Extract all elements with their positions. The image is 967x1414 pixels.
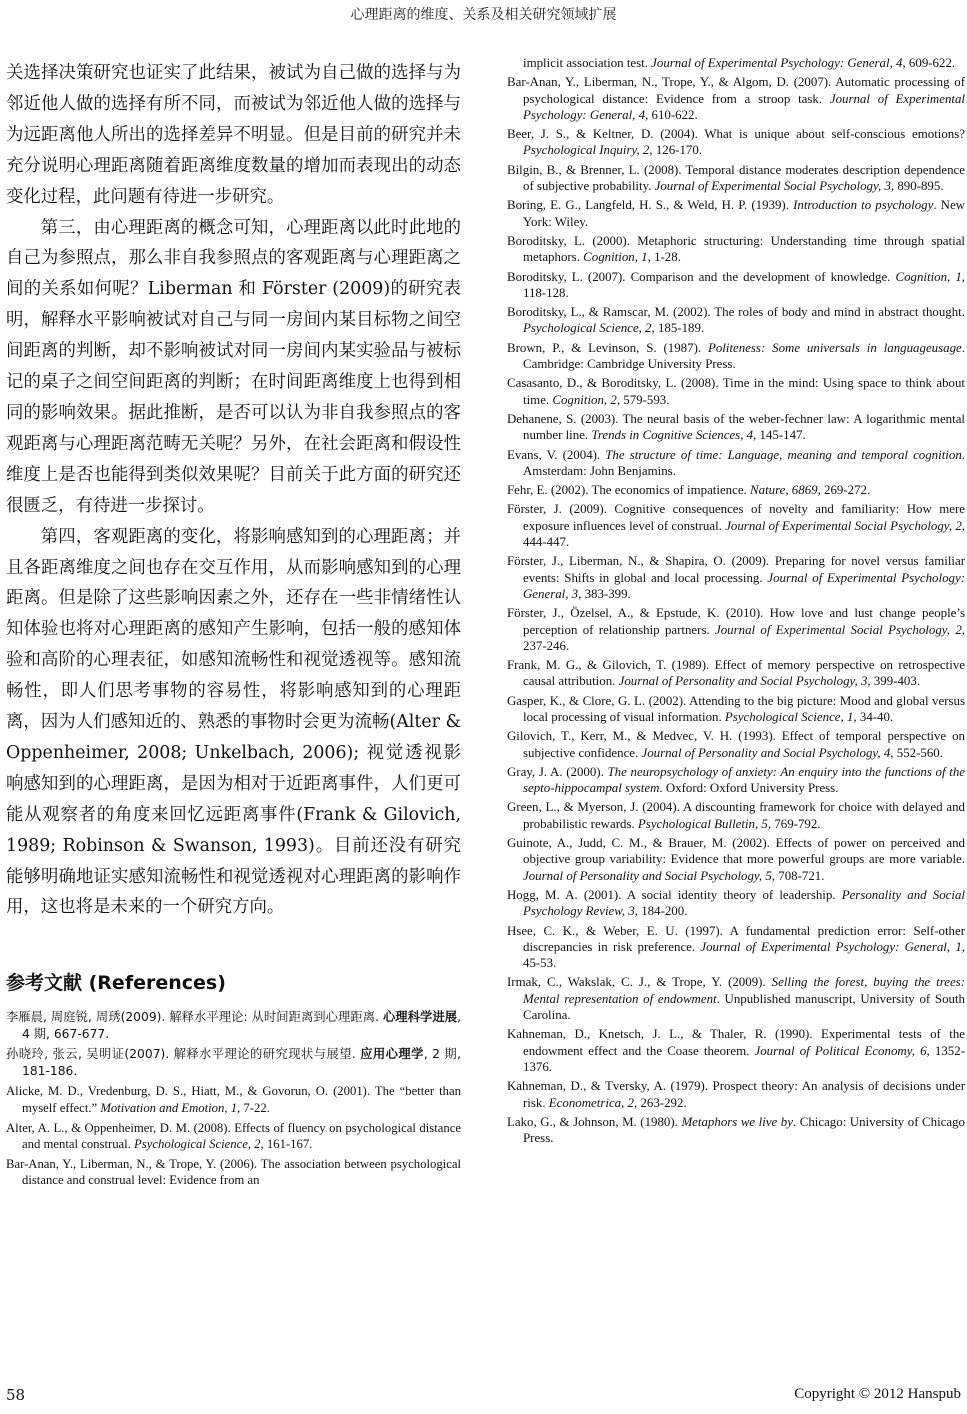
reference-item: Förster, J., Liberman, N., & Shapira, O. (2009). Preparing for novel versus familiar events: Shifts in global and local processing. Journal of Experimental Psychology: General, 3, 383-399. bbox=[507, 554, 965, 601]
reference-item: Kahneman, D., & Tversky, A. (1979). Prospect theory: An analysis of decisions under risk. Econometrica, 2, 263-292. bbox=[507, 1079, 965, 1110]
reference-item: Evans, V. (2004). The structure of time: Language, meaning and temporal cognition. Amsterdam: John Benjamins. bbox=[507, 447, 965, 478]
reference-item: Bar-Anan, Y., Liberman, N., & Trope, Y. (2006). The association between psychological distance and construal level: Evidence from an bbox=[6, 1156, 461, 1188]
running-head: 心理距离的维度、关系及相关研究领域扩展 bbox=[350, 7, 617, 23]
reference-item: Hsee, C. K., & Weber, E. U. (1997). A fundamental prediction error: Self-other discrepancies in risk preference. Journal of Experimental Psychology: General, 1, 45-53. bbox=[507, 923, 965, 971]
reference-item: Casasanto, D., & Boroditsky, L. (2008). Time in the mind: Using space to think about time. Cognition, 2, 579-593. bbox=[507, 376, 965, 407]
reference-item: Bilgin, B., & Brenner, L. (2008). Temporal distance moderates description dependence of subjective probability. Journal of Experimental Social Psychology, 3, 890-895. bbox=[507, 162, 965, 194]
right-column bbox=[507, 55, 965, 1149]
reference-item: Förster, J., Özelsel, A., & Epstude, K. (2010). How love and lust change people’s perception of relationship partners. Journal of Experimental Social Psychology, 2, 237-246. bbox=[507, 606, 965, 653]
reference-item: Green, L., & Myerson, J. (2004). A discounting framework for choice with delayed and probabilistic rewards. Psychological Bulletin, 5, 769-792. bbox=[507, 800, 965, 831]
reference-item: Lako, G., & Johnson, M. (1980). Metaphors we live by. Chicago: University of Chicago Press. bbox=[507, 1114, 965, 1146]
reference-item: implicit association test. Journal of Experimental Psychology: General, 4, 609-622. bbox=[523, 56, 956, 70]
reference-item: Boroditsky, L., & Ramscar, M. (2002). The roles of body and mind in abstract thought. Psychological Science, 2, 185-189. bbox=[507, 305, 965, 336]
reference-item: Irmak, C., Wakslak, C. J., & Trope, Y. (2009). Selling the forest, buying the trees: Mental representation of endowment. Unpublished manuscript, University of South Carolina. bbox=[507, 975, 965, 1023]
reference-item: Frank, M. G., & Gilovich, T. (1989). Effect of memory perspective on retrospective causal attribution. Journal of Personality and Social Psychology, 3, 399-403. bbox=[507, 658, 965, 689]
body-paragraph-2: 第三，由心理距离的概念可知，心理距离以此时此地的自己为参照点，那么非自我参照点的客观距离与心理距离之间的关系如何呢？Liberman 和 Förster (2009)的研究表明，解释水平影响被试对自己与同一房间内某目标物之间空间距离的判断，却不影响被试对同一房间内某实验品与被标记的桌子之间空间距离的判断；在时间距离维度上也得到相同的影响效果。据此推断，是否可以认为非自我参照点的客观距离与心理距离范畴无关呢？另外，在社会距离和假设性维度上是否也能得到类似效果呢？目前关于此方面的研究还很匮乏，有待进一步探讨。 bbox=[6, 217, 461, 516]
reference-item: Boroditsky, L. (2000). Metaphoric structuring: Understanding time through spatial metaphors. Cognition, 1, 1-28. bbox=[507, 233, 965, 265]
body-paragraph-1: 关选择决策研究也证实了此结果，被试为自己做的选择与为邻近他人做的选择有所不同，而被试为邻近他人做的选择与为远距离他人所出的选择差异不明显。但是目前的研究并未充分说明心理距离随着距离维度数量的增加而表现出的动态变化过程，此问题有待进一步研究。 bbox=[6, 63, 461, 207]
reference-item: Gray, J. A. (2000). The neuropsychology of anxiety: An enquiry into the functions of the septo-hippocampal system. Oxford: Oxford University Press. bbox=[507, 764, 965, 796]
reference-item: Bar-Anan, Y., Liberman, N., Trope, Y., & Algom, D. (2007). Automatic processing of psychological distance: Evidence from a stroop task. Journal of Experimental Psychology: General, 4, 610-622. bbox=[507, 75, 965, 122]
reference-item: Boroditsky, L. (2007). Comparison and the development of knowledge. Cognition, 1, 118-128. bbox=[507, 269, 965, 300]
references-heading: 参考文献 (References) bbox=[6, 972, 226, 995]
reference-item: Beer, J. S., & Keltner, D. (2004). What is unique about self-conscious emotions? Psychological Inquiry, 2, 126-170. bbox=[507, 127, 965, 158]
reference-item: Hogg, M. A. (2001). A social identity theory of leadership. Personality and Social Psychology Review, 3, 184-200. bbox=[507, 887, 965, 919]
reference-item: Fehr, E. (2002). The economics of impatience. Nature, 6869, 269-272. bbox=[507, 483, 871, 498]
reference-item: Guinote, A., Judd, C. M., & Brauer, M. (2002). Effects of power on perceived and objective group variability: Evidence that more powerful groups are more variable. Journal of Personality and Social Psychology, 5, 708-721. bbox=[507, 836, 965, 883]
reference-item: Gilovich, T., Kerr, M., & Medvec, V. H. (1993). Effect of temporal perspective on subjective confidence. Journal of Personality and Social Psychology, 4, 552-560. bbox=[507, 729, 965, 760]
left-column bbox=[6, 58, 461, 1192]
reference-item: 李雁晨, 周庭锐, 周琇(2009). 解释水平理论: 从时间距离到心理距离. 心理科学进展, 4 期, 667-677. bbox=[6, 1010, 461, 1042]
reference-list-left bbox=[6, 1009, 461, 1189]
reference-item: 孙晓玲, 张云, 吴明证(2007). 解释水平理论的研究现状与展望. 应用心理学, 2 期, 181-186. bbox=[6, 1047, 461, 1079]
reference-list-right bbox=[507, 55, 965, 1146]
reference-item: Kahneman, D., Knetsch, J. L., & Thaler, R. (1990). Experimental tests of the endowment effect and the Coase theorem. Journal of Political Economy, 6, 1352-1376. bbox=[507, 1027, 965, 1074]
reference-item: Alicke, M. D., Vredenburg, D. S., Hiatt, M., & Govorun, O. (2001). The “better than myself effect.” Motivation and Emotion, 1, 7-22. bbox=[6, 1084, 461, 1115]
reference-item: Dehanene, S. (2003). The neural basis of the weber-fechner law: A logarithmic mental number line. Trends in Cognitive Sciences, 4, 145-147. bbox=[507, 411, 965, 443]
reference-item: Alter, A. L., & Oppenheimer, D. M. (2008). Effects of fluency on psychological distance and mental construal. Psychological Science, 2, 161-167. bbox=[6, 1120, 461, 1152]
reference-item: Brown, P., & Levinson, S. (1987). Politeness: Some universals in languageusage. Cambridge: Cambridge University Press. bbox=[507, 340, 965, 372]
reference-item: Gasper, K., & Clore, G. L. (2002). Attending to the big picture: Mood and global versus local processing of visual information. Psychological Science, 1, 34-40. bbox=[507, 693, 965, 724]
body-paragraph-3: 第四，客观距离的变化，将影响感知到的心理距离；并且各距离维度之间也存在交互作用，从而影响感知到的心理距离。但是除了这些影响因素之外，还存在一些非情绪性认知体验也将对心理距离的感知产生影响，包括一般的感知体验和高阶的心理表征，如感知流畅性和视觉透视等。感知流畅性，即人们思考事物的容易性，将影响感知到的心理距离，因为人们感知近的、熟悉的事物时会更为流畅(Alter & Oppenheimer, 2008; Unkelbach, 2006); 视觉透视影响感知到的心理距离，是因为相对于近距离事件，人们更可能从观察者的角度来回忆远距离事件(Frank & Gilovich, 1989; Robinson & Swanson, 1993)。目前还没有研究能够明确地证实感知流畅性和视觉透视对心理距离的影响作用，这也将是未来的一个研究方向。 bbox=[6, 526, 461, 918]
page-number: 58 bbox=[6, 1386, 26, 1404]
copyright-notice: Copyright © 2012 Hanspub bbox=[794, 1386, 961, 1402]
reference-item: Boring, E. G., Langfeld, H. S., & Weld, H. P. (1939). Introduction to psychology. New York: Wiley. bbox=[507, 198, 965, 229]
reference-item: Förster, J. (2009). Cognitive consequences of novelty and familiarity: How mere exposure influences level of construal. Journal of Experimental Social Psychology, 2, 444-447. bbox=[507, 502, 965, 550]
